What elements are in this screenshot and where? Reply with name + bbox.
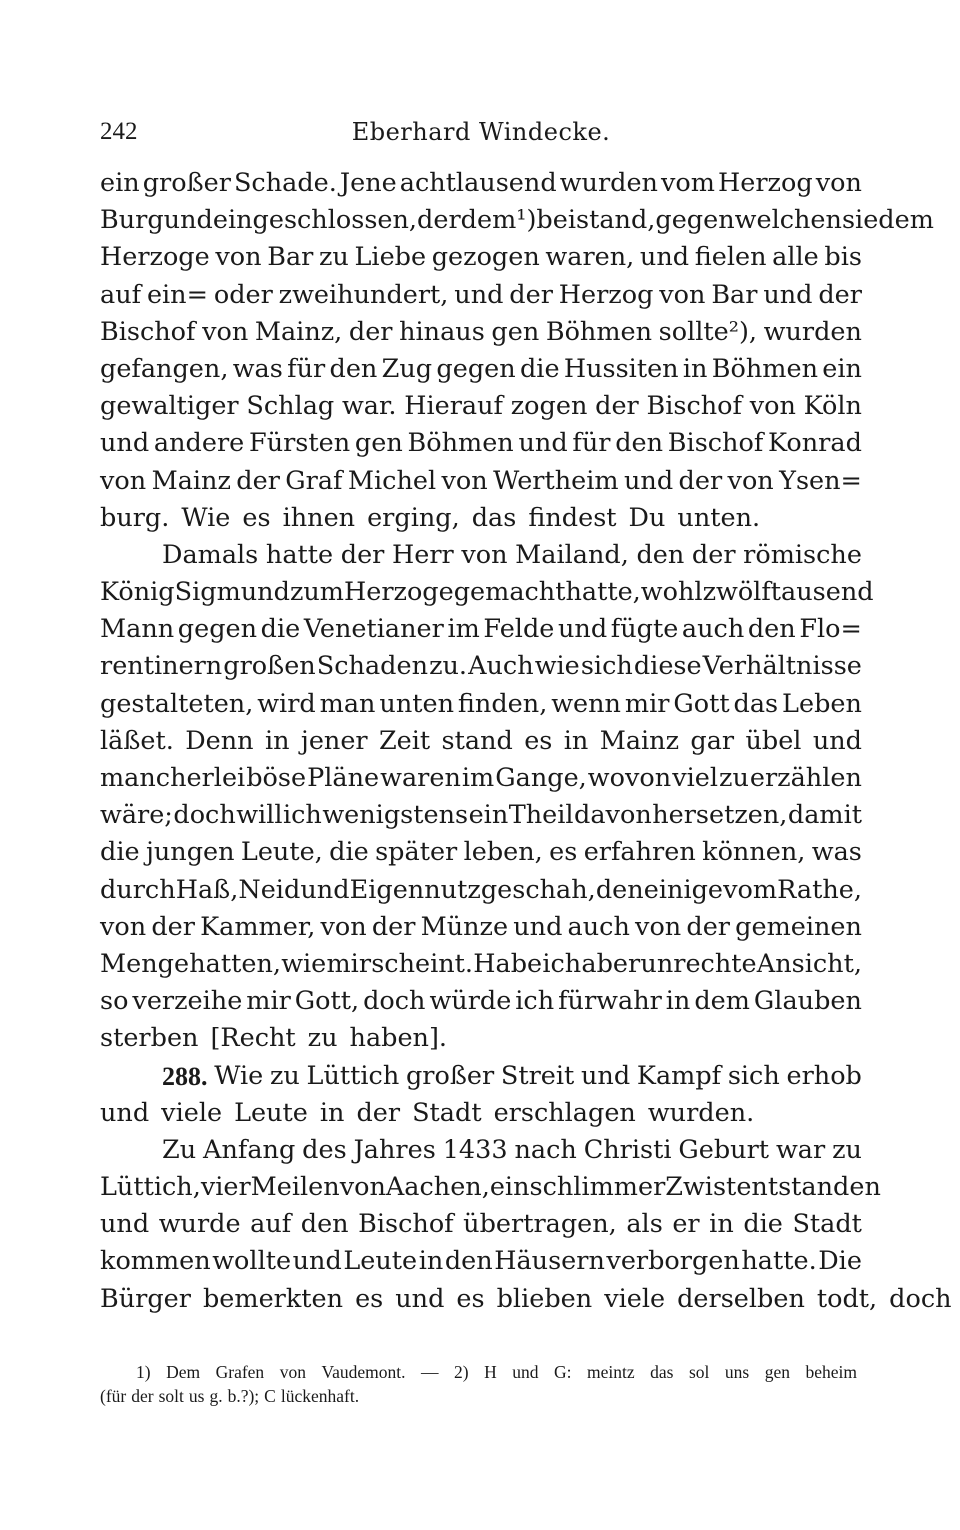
text-line: sterben [Recht zu haben]. [100,1023,448,1054]
text-line: Bürger bemerkten es und es blieben viele derselben todt, doch [100,1283,952,1314]
text-line: und wurde auf den Bischof übertragen, als er in die Stadt [100,1209,862,1240]
text-line: so verzeihe mir Gott, doch würde ich fürwahr in dem Glauben [100,986,862,1017]
text-line: ein großer Schade. Jene achtlausend wurden vom Herzog von [100,168,862,198]
footnote-line: 1) Dem Grafen von Vaudemont. — 2) H und G: meintz das sol uns gen beheim [136,1362,857,1382]
text-line: gewaltiger Schlag war. Hierauf zogen der Bischof von Köln [100,391,862,422]
text-line: Burgund eingeschlossen, der dem¹) beistand, gegen welchen sie dem [100,205,934,236]
page-header [100,118,862,152]
page-number: 242 [100,118,138,145]
text-line: auf ein= oder zweihundert, und der Herzog von Bar und der [100,279,862,310]
running-title: Eberhard Windecke. [351,118,611,146]
text-line: burg. Wie es ihnen erging, das findest Du unten. [100,502,761,533]
text-line: von Mainz der Graf Michel von Wertheim und der von Ysen= [100,465,862,496]
text-line: läßet. Denn in jener Zeit stand es in Mainz gar übel und [100,725,862,756]
text-line: Bischof von Mainz, der hinaus gen Böhmen sollte²), wurden [100,316,862,347]
text-line: und andere Fürsten gen Böhmen und für den Bischof Konrad [100,428,862,459]
footnote-line: (für der solt us g. b.?); C lückenhaft. [100,1386,360,1406]
text-line: wäre; doch will ich wenigstens ein Theil davon hersetzen, damit [100,800,862,831]
text-line: Menge hatten, wie mir scheint. Habe ich aber unrechte Ansicht, [100,948,862,979]
text-line: die jungen Leute, die später leben, es erfahren können, was [100,837,862,868]
text-line: gefangen, was für den Zug gegen die Hussiten in Böhmen ein [100,353,862,384]
text-line: gestalteten, wird man unten finden, wenn mir Gott das Leben [100,688,862,719]
text-line: und viele Leute in der Stadt erschlagen wurden. [100,1097,755,1128]
text-line: durch Haß, Neid und Eigennutz geschah, den einige vom Rathe, [100,874,862,905]
footnotes [100,1360,862,1408]
text-line: kommen wollte und Leute in den Häusern verborgen hatte. Die [100,1246,862,1277]
text-line: mancherlei böse Pläne waren im Gange, wovon viel zu erzählen [100,763,862,793]
text-line: Zu Anfang des Jahres 1433 nach Christi Geburt war zu [162,1134,862,1165]
text-line: König Sigmund zum Herzoge gemacht hatte, wohl zwölftausend [100,577,874,608]
text-line: Lüttich, vier Meilen von Aachen, ein schlimmer Zwist entstanden [100,1172,881,1203]
text-line: Mann gegen die Venetianer im Felde und fügte auch den Flo= [100,614,862,645]
text-line: Herzoge von Bar zu Liebe gezogen waren, und fielen alle bis [100,242,862,273]
text-line: rentinern großen Schaden zu. Auch wie sich diese Verhältnisse [100,651,862,682]
section-number: 288. [162,1061,208,1091]
text-line: von der Kammer, von der Münze und auch von der gemeinen [100,911,862,942]
text-line: Damals hatte der Herr von Mailand, den der römische [162,539,862,570]
body-text [100,165,952,1318]
text-line: 288. Wie zu Lüttich großer Streit und Kampf sich erhob [100,1058,862,1095]
